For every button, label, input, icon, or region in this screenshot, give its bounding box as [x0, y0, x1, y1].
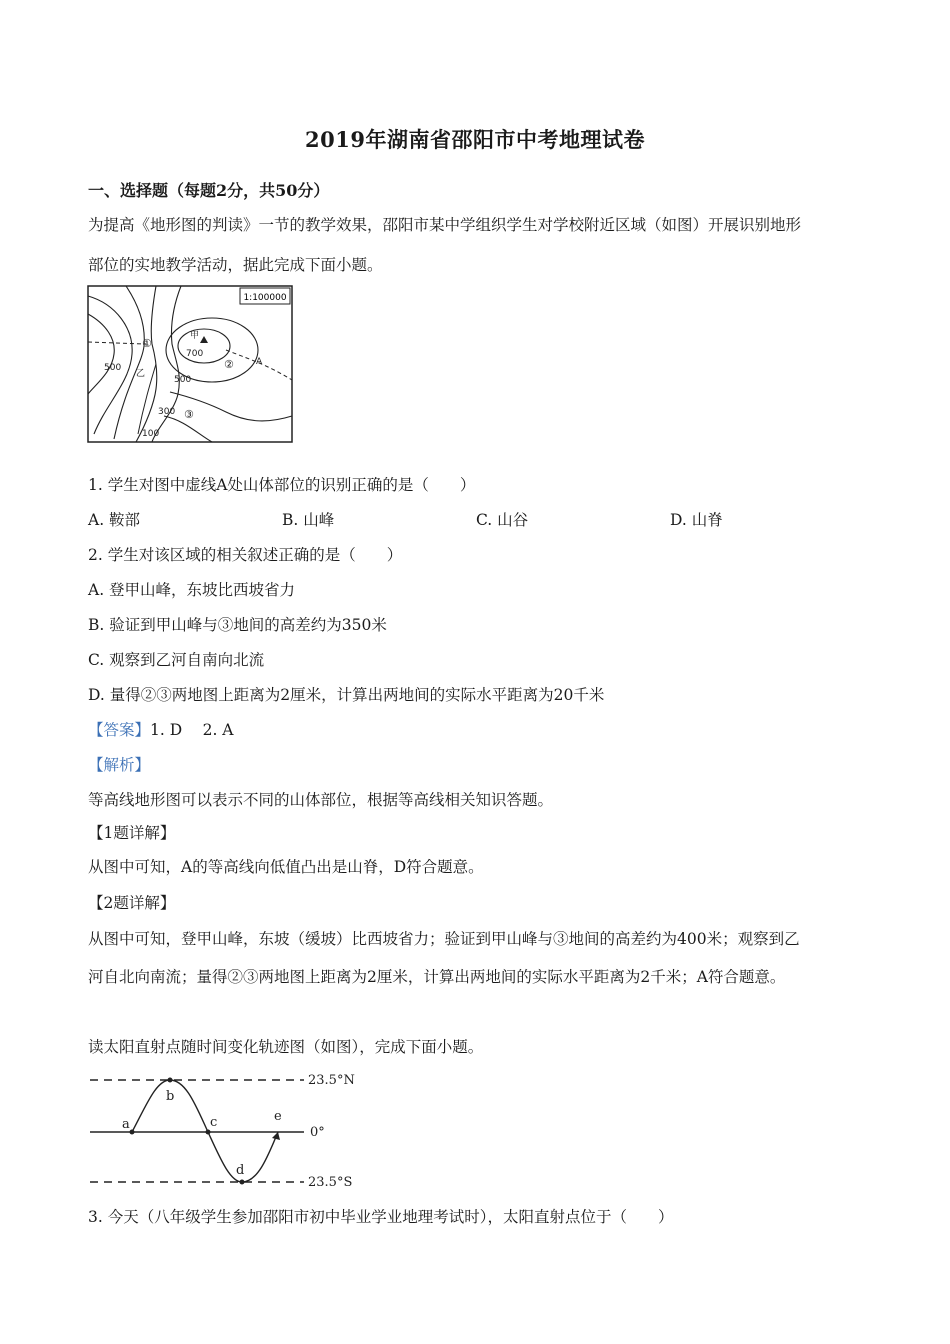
q2-option-a[interactable]: A. 登甲山峰，东坡比西坡省力: [88, 581, 296, 599]
intro-paragraph-line-1: 为提高《地形图的判读》一节的教学效果，邵阳市某中学组织学生对学校附近区域（如图）开展识别地形: [88, 216, 802, 234]
point-e: e: [274, 1109, 282, 1124]
q1-option-b[interactable]: B. 山峰: [282, 511, 335, 529]
detail-2-line-1: 从图中可知，登甲山峰，东坡（缓坡）比西坡省力；验证到甲山峰与③地间的高差约为400米；观察到乙: [88, 930, 800, 948]
map-label-500b: 500: [174, 375, 192, 385]
analysis-tag: 【解析】: [88, 756, 151, 774]
label-23-5-s: 23.5°S: [308, 1175, 353, 1190]
intro-paragraph-line-2: 部位的实地教学活动，据此完成下面小题。: [88, 256, 383, 274]
map-label-yi: 乙: [136, 369, 146, 379]
answer-tag: 【答案】: [88, 721, 151, 739]
intro-2: 读太阳直射点随时间变化轨迹图（如图），完成下面小题。: [88, 1038, 484, 1056]
answer-row: [88, 719, 868, 741]
point-d: d: [236, 1163, 245, 1178]
question-1-stem: 1. 学生对图中虚线A处山体部位的识别正确的是（ ）: [88, 476, 476, 494]
page-title: 2019年湖南省邵阳市中考地理试卷: [305, 127, 645, 152]
detail-2-tag: 【2题详解】: [88, 894, 176, 912]
map-label-3: ③: [184, 408, 194, 421]
question-3-stem: 3. 今天（八年级学生参加邵阳市初中毕业学业地理考试时），太阳直射点位于（ ）: [88, 1208, 674, 1226]
map-label-500a: 500: [104, 363, 122, 373]
q2-option-c[interactable]: C. 观察到乙河自南向北流: [88, 651, 265, 669]
q2-option-d[interactable]: D. 量得②③两地图上距离为2厘米，计算出两地间的实际水平距离为20千米: [88, 686, 605, 704]
answer-text: 1. D 2. A: [150, 721, 234, 739]
q1-option-d[interactable]: D. 山脊: [670, 511, 723, 529]
trajectory-arrow: [272, 1132, 280, 1140]
map-label-2: ②: [224, 358, 234, 371]
contour-map-figure: [86, 284, 294, 444]
q2-option-b[interactable]: B. 验证到甲山峰与③地间的高差约为350米: [88, 616, 387, 634]
label-23-5-n: 23.5°N: [308, 1073, 355, 1088]
detail-2-line-2: 河自北向南流；量得②③两地图上距离为2厘米，计算出两地间的实际水平距离为2千米；A符合题意。: [88, 968, 786, 986]
section-heading: 一、选择题（每题2分，共50分）: [88, 181, 330, 200]
question-2-stem: 2. 学生对该区域的相关叙述正确的是（ ）: [88, 546, 403, 564]
map-label-A: A: [256, 357, 263, 367]
map-label-100: 100: [142, 429, 160, 439]
point-b: b: [166, 1089, 175, 1104]
detail-1-tag: 【1题详解】: [88, 824, 176, 842]
map-label-300: 300: [158, 407, 176, 417]
label-equator: 0°: [310, 1125, 325, 1140]
sun-trajectory-figure: [86, 1066, 376, 1190]
map-label-1: ①: [142, 337, 152, 350]
detail-1-text: 从图中可知，A的等高线向低值凸出是山脊，D符合题意。: [88, 858, 484, 876]
analysis-summary: 等高线地形图可以表示不同的山体部位，根据等高线相关知识答题。: [88, 791, 554, 809]
map-label-jia: 甲: [190, 331, 200, 341]
trajectory-curve: [132, 1080, 278, 1182]
point-c: c: [210, 1115, 218, 1130]
map-scale: 1:100000: [243, 293, 287, 303]
map-label-700: 700: [186, 349, 204, 359]
point-a: a: [122, 1117, 130, 1132]
q1-option-a[interactable]: A. 鞍部: [88, 511, 141, 529]
q1-option-c[interactable]: C. 山谷: [476, 511, 529, 529]
